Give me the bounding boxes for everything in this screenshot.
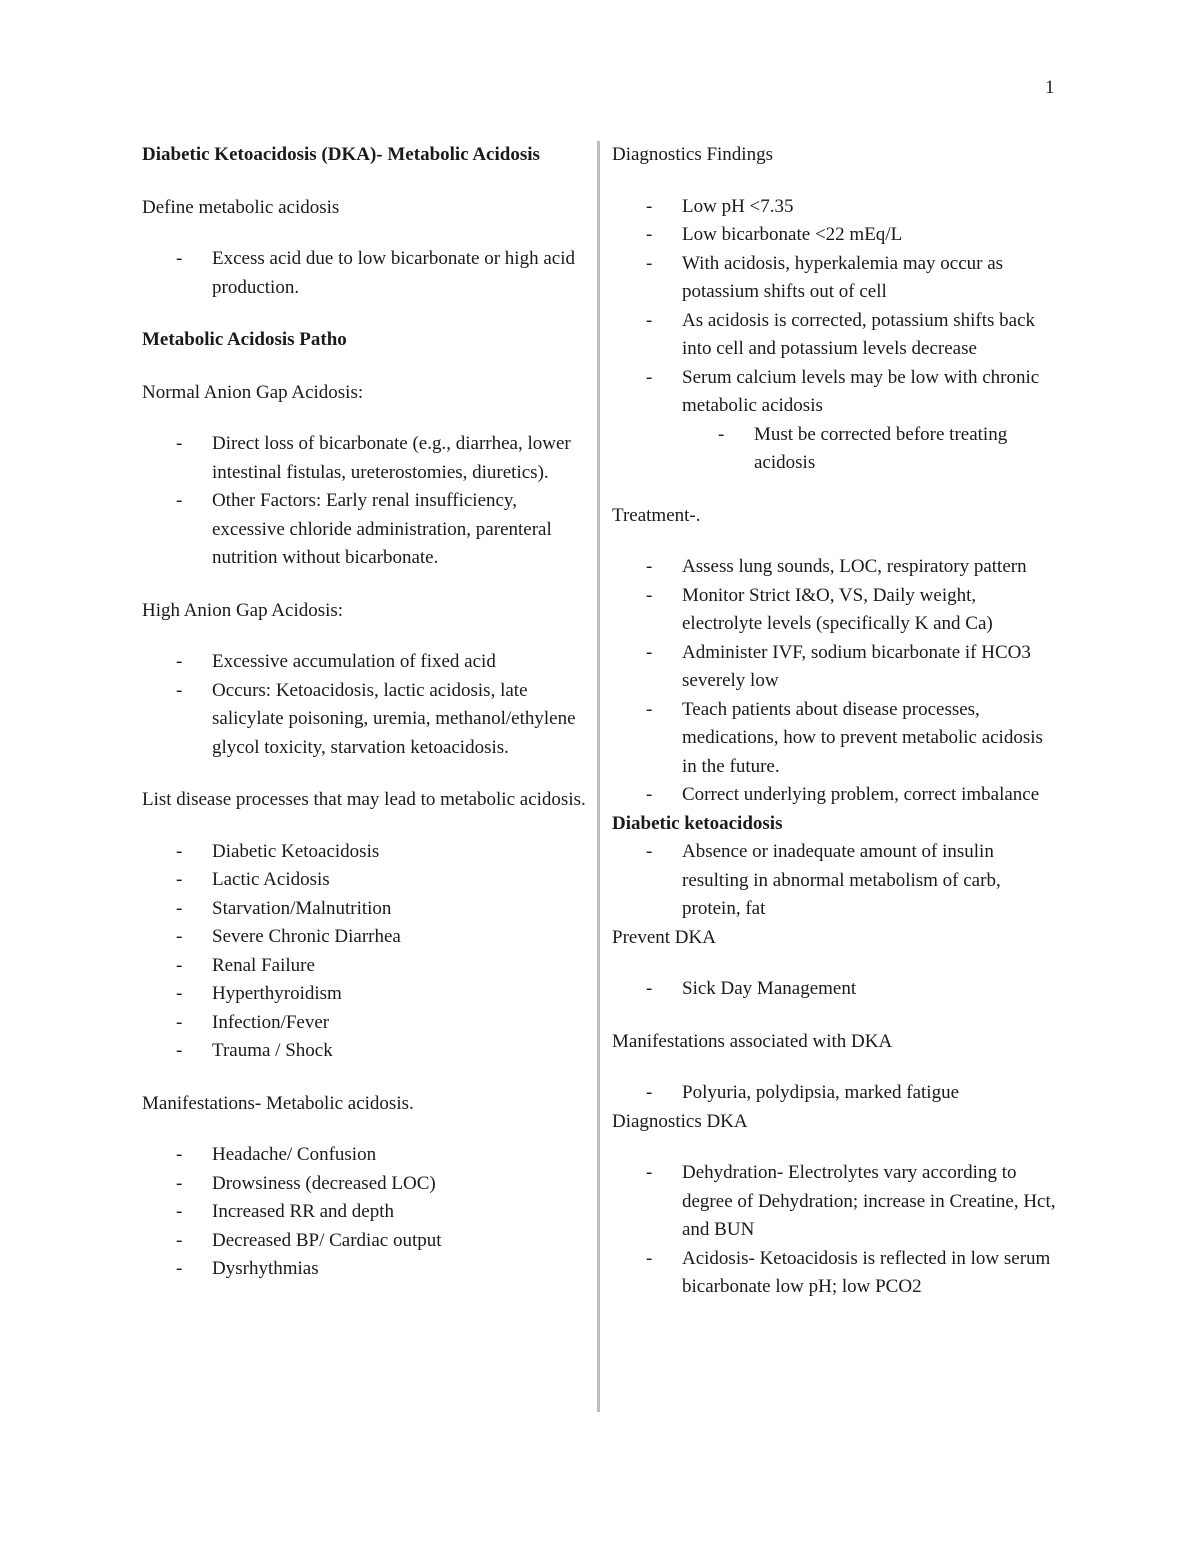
diagnostics-dka-label: Diagnostics DKA — [612, 1110, 748, 1132]
normal-gap-label: Normal Anion Gap Acidosis: — [142, 381, 364, 403]
treatment-label: Treatment-. — [612, 504, 701, 526]
list-item: - Absence or inadequate amount of insulin resulting in abnormal metabolism of carb, protein, fat — [612, 838, 1057, 924]
list-item-text: Serum calcium levels may be low with chronic metabolic acidosis — [682, 366, 1040, 416]
list-item: - Correct underlying problem, correct imbalance — [612, 781, 1057, 810]
list-item: - Decreased BP/ Cardiac output — [142, 1227, 587, 1256]
list-item: - Dysrhythmias — [142, 1255, 587, 1284]
list-item: - Lactic Acidosis — [142, 866, 587, 895]
list-item: - Monitor Strict I&O, VS, Daily weight, electrolyte levels (specifically K and Ca) — [612, 582, 1057, 639]
list-item: - Severe Chronic Diarrhea — [142, 923, 587, 952]
document-title: Diabetic Ketoacidosis (DKA)- Metabolic Acidosis — [142, 144, 540, 165]
manifestations-dka-label: Manifestations associated with DKA — [612, 1030, 893, 1052]
list-item: - Drowsiness (decreased LOC) — [142, 1170, 587, 1199]
disease-label: List disease processes that may lead to metabolic acidosis. — [142, 789, 586, 810]
list-item: - Headache/ Confusion — [142, 1141, 587, 1170]
dka-heading: Diabetic ketoacidosis — [612, 812, 783, 834]
right-column — [612, 141, 1057, 1302]
list-item: - Assess lung sounds, LOC, respiratory pattern — [612, 553, 1057, 582]
manifestations-list — [142, 1141, 587, 1284]
list-item — [612, 364, 1057, 478]
manifestations-label: Manifestations- Metabolic acidosis. — [142, 1092, 414, 1114]
define-list — [142, 245, 587, 302]
list-item: - Dehydration- Electrolytes vary according to degree of Dehydration; increase in Creatine, Hct, and BUN — [612, 1159, 1057, 1245]
high-gap-list — [142, 648, 587, 762]
define-label: Define metabolic acidosis — [142, 196, 340, 218]
list-item: - Infection/Fever — [142, 1009, 587, 1038]
list-item: - Polyuria, polydipsia, marked fatigue — [612, 1079, 1057, 1108]
manifestations-dka-list — [612, 1079, 1057, 1108]
list-item: - Administer IVF, sodium bicarbonate if HCO3 severely low — [612, 639, 1057, 696]
diagnostics-dka-list — [612, 1159, 1057, 1302]
list-item: - With acidosis, hyperkalemia may occur as potassium shifts out of cell — [612, 250, 1057, 307]
list-item: - Trauma / Shock — [142, 1037, 587, 1066]
list-item: - Low pH <7.35 — [612, 193, 1057, 222]
normal-gap-list — [142, 430, 587, 573]
list-item: - As acidosis is corrected, potassium shifts back into cell and potassium levels decrease — [612, 307, 1057, 364]
diagnostics-sublist — [682, 421, 1057, 478]
prevent-label: Prevent DKA — [612, 926, 716, 948]
list-item: - Occurs: Ketoacidosis, lactic acidosis, late salicylate poisoning, uremia, methanol/ethylene glycol toxicity, starvation ketoacidosis. — [142, 677, 587, 763]
list-item: - Excessive accumulation of fixed acid — [142, 648, 587, 677]
list-item: - Starvation/Malnutrition — [142, 895, 587, 924]
column-divider — [597, 141, 600, 1412]
diagnostics-label: Diagnostics Findings — [612, 144, 773, 165]
diagnostics-list — [612, 193, 1057, 478]
disease-list — [142, 838, 587, 1066]
page-number: 1 — [1045, 77, 1055, 98]
high-gap-label: High Anion Gap Acidosis: — [142, 599, 344, 621]
list-item: - Increased RR and depth — [142, 1198, 587, 1227]
sub-list-item: - Must be corrected before treating acidosis — [682, 421, 1057, 478]
left-column — [142, 141, 587, 1284]
list-item: - Renal Failure — [142, 952, 587, 981]
list-item: - Sick Day Management — [612, 975, 1057, 1004]
list-item: - Other Factors: Early renal insufficiency, excessive chloride administration, parenteral nutrition without bicarbonate. — [142, 487, 587, 573]
list-item: - Excess acid due to low bicarbonate or high acid production. — [142, 245, 587, 302]
patho-heading: Metabolic Acidosis Patho — [142, 329, 347, 350]
dka-list — [612, 838, 1057, 924]
list-item: - Low bicarbonate <22 mEq/L — [612, 221, 1057, 250]
prevent-list — [612, 975, 1057, 1004]
treatment-list — [612, 553, 1057, 810]
list-item: - Direct loss of bicarbonate (e.g., diarrhea, lower intestinal fistulas, ureterostomies, diuretics). — [142, 430, 587, 487]
list-item: - Hyperthyroidism — [142, 980, 587, 1009]
list-item: - Teach patients about disease processes, medications, how to prevent metabolic acidosis in the future. — [612, 696, 1057, 782]
list-item: - Diabetic Ketoacidosis — [142, 838, 587, 867]
list-item: - Acidosis- Ketoacidosis is reflected in low serum bicarbonate low pH; low PCO2 — [612, 1245, 1057, 1302]
